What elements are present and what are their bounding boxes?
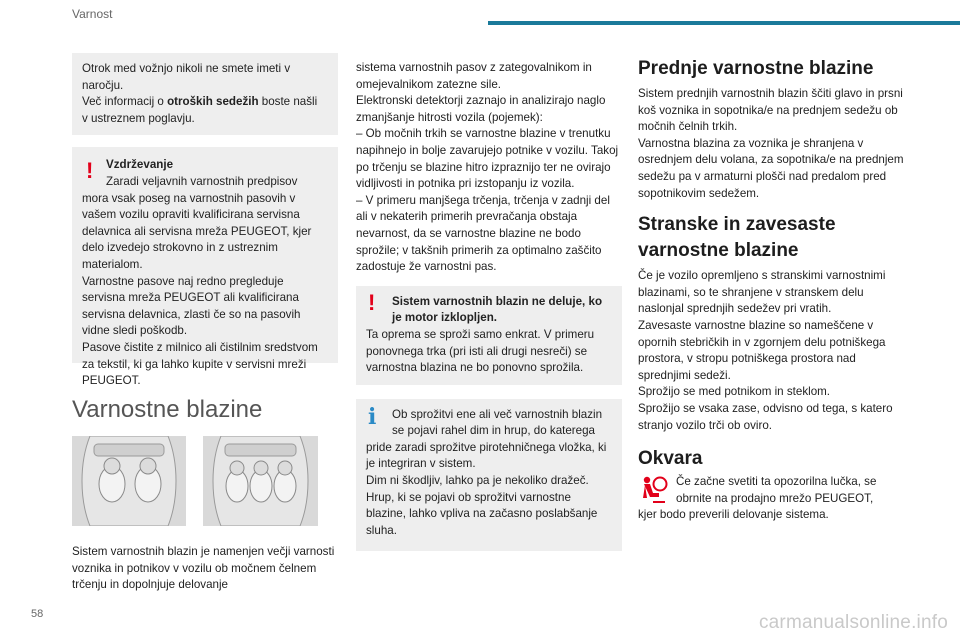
section-header: Varnost [72,7,113,21]
side-airbags-heading-1: Stranske in zavesaste [638,214,836,236]
column-1 [72,53,338,388]
smoke-info-text3: Hrup, ki se pojavi ob sprožitvi varnostne blazine, lahko vpliva na začasno poslabšanje sluha. [366,490,598,537]
side-airbags-p3: Sprožijo se med potnikom in steklom. [638,385,831,399]
side-airbags-p1: Če je vozilo opremljeno s stranskimi varnostnimi blazinami, so te shranjene v stranskem delu naslonjal sprednjih sedežev pri vratih. [638,269,886,316]
airbags-heading: Varnostne blazine [72,396,263,423]
child-seats-bold: otroških sedežih [167,95,259,109]
watermark: carmanualsonline.info [758,612,948,633]
front-airbags-heading: Prednje varnostne blazine [638,58,874,79]
front-airbags-p1: Sistem prednjih varnostnih blazin ščiti glavo in prsni koš voznika in sopotnika/e na prednjem sedežu ob močnih čelnih trkih. [638,87,903,134]
fault-line3: kjer bodo preverili delovanje sistema. [638,508,829,522]
header-accent-bar [488,21,960,25]
smoke-info-text: pride zaradi sprožitve pirotehničnega vložka, ki je integriran v sistem. [366,440,607,471]
col2-p4: – V primeru manjšega trčenja, trčenja v zadnji del ali v nekaterih primerih prevračanja obstaja nevarnost, da se varnostne blazine ne bodo sprožile; v takšnih primerih za optimalno zaščito zadostuje že varnostni pas. [356,193,610,274]
smoke-info-indent: Ob sprožitvi ene ali več varnostnih blazin se pojavi rahel dim in hrup, do katerega [392,407,603,438]
exclamation-warning-icon: ! [368,289,376,315]
engine-off-warning-title: Sistem varnostnih blazin ne deluje, ko je motor izklopljen. [392,294,603,325]
engine-off-warning-text: Ta oprema se sproži samo enkrat. V primeru ponovnega trka (pri isti ali drugi nesreči) se varnostna blazina ne bo ponovno sprožila. [366,327,595,375]
col2-p2: Elektronski detektorji zaznajo in analizirajo naglo zmanjšanje hitrosti vozila (pojemek): [356,94,606,124]
van-top-view-illustration [72,436,186,526]
van-top-view-illustration-2 [203,436,318,526]
fault-line1: Če začne svetiti ta opozorilna lučka, se [676,475,877,489]
airbag-engine-off-warning [356,286,622,385]
info-icon: i [368,403,377,430]
side-airbags-p2: Zavesaste varnostne blazine so nameščene v opornih stebričkih in v zgornjem delu potniškega prostora, v stropu potniškega prostora nad sprednjimi sedeži. [638,318,886,382]
page-number: 58 [31,608,44,620]
maintenance-title: Vzdrževanje [106,158,174,172]
fault-line2: obrnite na prodajno mrežo PEUGEOT, [676,491,874,505]
airbags-intro-text: Sistem varnostnih blazin je namenjen večji varnosti voznika in potnikov v vozilu ob močnem čelnem trčenju in dopolnjuje delovanje [72,545,335,592]
maintenance-indent-line: Zaradi veljavnih varnostnih predpisov [106,174,298,188]
info-box-child-note [72,53,338,135]
front-airbags-p2: Varnostna blazina za voznika je shranjena v osrednjem delu volana, za sopotnika/e na prednjem sedežu pa v armaturni plošči nad predalom pred sopotnikovim sedežem. [638,136,904,200]
column-2 [356,60,622,551]
airbags-intro [72,544,340,594]
col2-p3: – Ob močnih trkih se varnostne blazine v trenutku napihnejo in bolje zavarujejo potnike v vozilu. Takoj po trčenju se blazine hitro izpraznijo ter ne ovirajo vidljivosti in potnika pri izstopanju iz vozila. [356,127,619,191]
fault-block [638,474,910,507]
child-note-line4: v ustreznem poglavju. [82,111,195,125]
maintenance-text3: Pasove čistite z milnico ali čistilnim sredstvom za tekstil, ki ga lahko kupite v servisni mreži PEUGEOT. [82,340,318,388]
smoke-info-text2: Dim ni škodljiv, lahko pa je nekoliko dražeč. [366,474,589,488]
col2-p1: sistema varnostnih pasov z zategovalnikom in omejevalnikom zatezne sile. [356,61,592,91]
child-note-line1: Otrok med vožnjo nikoli ne smete imeti v [82,62,291,75]
side-airbags-p4: Sprožijo se vsaka zase, odvisno od tega, s katero stranjo vozilo trči ob oviro. [638,401,893,432]
child-note-line3: Več informacij o otroških sedežih boste našli [82,95,318,109]
side-airbags-heading-2: varnostne blazine [638,240,799,262]
maintenance-text2: Varnostne pasove naj redno pregleduje servisna mreža PEUGEOT ali kvalificirana servisna delavnica, zlasti če so na pasovih vidne sledi poškodb. [82,274,301,338]
maintenance-text: mora vsak poseg na varnostnih pasovih v vašem vozilu opraviti kvalificirana servisna delavnica ali servisna mreža PEUGEOT, kjer delo izvedejo strokovno in z ustreznim materialom. [82,191,312,271]
airbag-smoke-info-box [356,399,622,552]
exclamation-warning-icon: ! [86,158,94,184]
maintenance-warning-box [72,147,338,388]
column-3 [638,58,910,524]
airbag-warning-icon [638,474,668,510]
fault-heading: Okvara [638,448,703,470]
child-note-line2: naročju. [82,78,124,92]
